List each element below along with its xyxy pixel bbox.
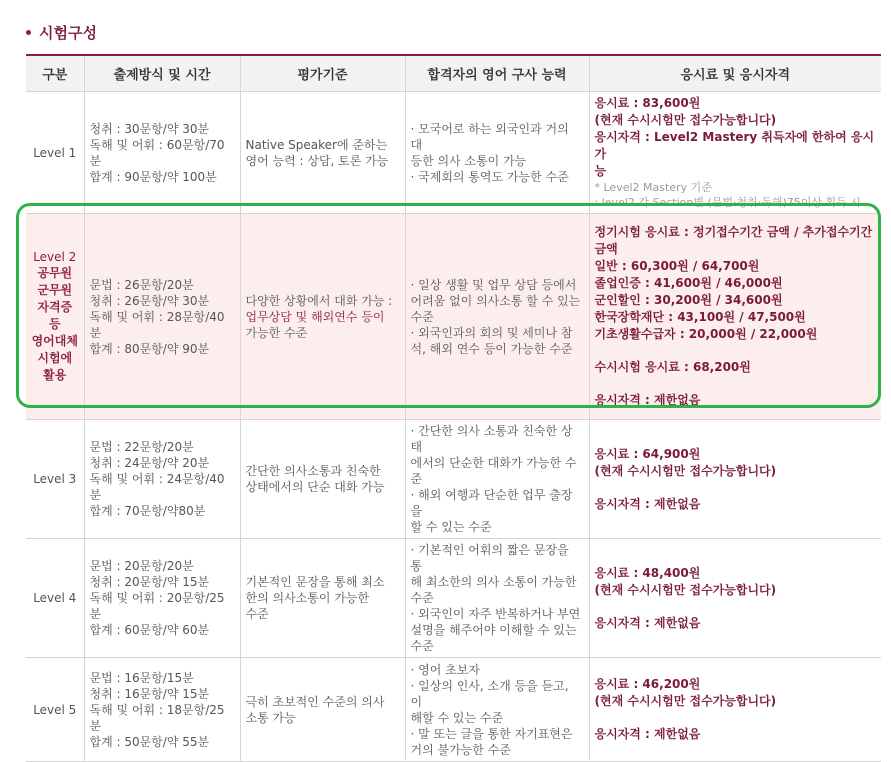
fee-line: 응시자격 : 제한없음 xyxy=(594,615,701,630)
format-line: 독해 및 어휘 : 18문항/25분 xyxy=(89,702,225,733)
fee-line: 응시료 : 46,200원 xyxy=(594,677,701,691)
fee-line: 응시료 : 64,900원 xyxy=(594,446,701,461)
header-ability: 합격자의 영어 구사 능력 xyxy=(405,55,589,92)
criteria-line: 기본적인 문장을 통해 최소 xyxy=(245,575,385,589)
fee-line: 응시자격 : 제한없음 xyxy=(594,496,701,511)
exam-table xyxy=(26,54,881,762)
bullet-icon xyxy=(26,30,31,35)
level-cell xyxy=(26,539,84,658)
format-cell xyxy=(84,214,240,420)
criteria-line: 수준 xyxy=(245,607,269,621)
level-label: Level 5 xyxy=(33,702,77,717)
fee-cell xyxy=(589,92,881,214)
level-note: 활용 xyxy=(43,368,67,382)
fee-line: 응시자격 : Level2 Mastery 취득자에 한하여 응시가 xyxy=(594,130,875,161)
format-cell xyxy=(84,539,240,658)
fee-line: 일반 : 60,300원 / 64,700원 xyxy=(594,259,760,273)
level-note: 시험에 xyxy=(37,351,73,365)
level-cell xyxy=(26,658,84,762)
ability-line: · 해외 여행과 단순한 업무 출장을 xyxy=(410,488,573,518)
fee-line: 수시시험 응시료 : 68,200원 xyxy=(594,360,751,374)
format-line: 문법 : 20문항/20분 xyxy=(89,559,194,573)
format-line: 청취 : 16문항/약 15분 xyxy=(89,686,210,701)
level-note: 공무원 xyxy=(37,266,73,280)
format-cell xyxy=(84,420,240,539)
ability-line: · 일상 생활 및 업무 상담 등에서 xyxy=(410,277,577,292)
format-line: 문법 : 16문항/15분 xyxy=(89,670,194,685)
ability-line: 석, 해외 연수 등이 가능한 수준 xyxy=(410,341,573,356)
fee-line: 한국장학재단 : 43,100원 / 47,500원 xyxy=(594,310,806,324)
format-line: 문법 : 22문항/20분 xyxy=(89,440,194,454)
format-line: 문법 : 26문항/20분 xyxy=(89,277,194,292)
fee-cell xyxy=(589,539,881,658)
format-cell xyxy=(84,92,240,214)
fee-cell xyxy=(589,658,881,762)
ability-cell xyxy=(405,420,589,539)
section-title-text: 시험구성 xyxy=(39,23,97,42)
fee-line: (현재 수시시험만 접수가능합니다) xyxy=(594,694,777,708)
level-label: Level 4 xyxy=(33,591,77,605)
format-line: 청취 : 30문항/약 30분 xyxy=(89,121,210,136)
criteria-line: 업무상담 및 해외연수 등이 xyxy=(245,309,385,324)
ability-line: · 국제회의 통역도 가능한 수준 xyxy=(410,169,569,184)
ability-cell xyxy=(405,92,589,214)
criteria-line: 간단한 의사소통과 친숙한 xyxy=(245,464,381,478)
format-line: 독해 및 어휘 : 20문항/25분 xyxy=(89,591,225,621)
criteria-cell xyxy=(240,539,405,658)
ability-line: · 일상의 인사, 소개 등을 듣고, 이 xyxy=(410,678,569,709)
ability-line: 설명을 해주어야 이해할 수 있는 xyxy=(410,623,577,637)
header-fee: 응시료 및 응시자격 xyxy=(589,55,881,92)
table-row-level1 xyxy=(26,92,881,214)
format-line: 합계 : 60문항/약 60분 xyxy=(89,623,210,637)
level-cell xyxy=(26,420,84,539)
level-cell xyxy=(26,92,84,214)
fee-line: 정기시험 응시료 : 정기접수기간 금액 / 추가접수기간 xyxy=(594,225,873,239)
fee-cell xyxy=(589,214,881,420)
fee-line: 기초생활수급자 : 20,000원 / 22,000원 xyxy=(594,327,818,341)
table-row-level4 xyxy=(26,539,881,658)
format-line: 합계 : 70문항/약80분 xyxy=(89,504,206,518)
level-note: 군무원 xyxy=(37,283,73,297)
ability-line: · 영어 초보자 xyxy=(410,662,480,677)
ability-cell xyxy=(405,539,589,658)
ability-cell xyxy=(405,214,589,420)
level-label: Level 3 xyxy=(33,472,77,486)
level-label: Level 1 xyxy=(33,145,77,160)
criteria-line: 극히 초보적인 수준의 의사 xyxy=(245,694,385,709)
fee-line: 능 xyxy=(594,164,607,178)
ability-line: 수준 xyxy=(410,309,434,324)
ability-line: 해할 수 있는 수준 xyxy=(410,710,504,725)
criteria-line: 다양한 상황에서 대화 가능 : xyxy=(245,293,393,308)
format-line: 독해 및 어휘 : 24문항/40분 xyxy=(89,472,225,502)
level-label: Level 2 xyxy=(33,250,77,264)
criteria-cell xyxy=(240,658,405,762)
table-row-level2 xyxy=(26,214,881,420)
format-line: 청취 : 24문항/약 20분 xyxy=(89,456,210,470)
ability-line: · 기본적인 어휘의 짧은 문장을 통 xyxy=(410,543,569,573)
fee-line: (현재 수시시험만 접수가능합니다) xyxy=(594,463,777,478)
level-note: 자격증 등 xyxy=(37,300,73,331)
criteria-line: 가능한 수준 xyxy=(245,325,308,340)
ability-cell xyxy=(405,658,589,762)
fee-line: 졸업인증 : 41,600원 / 46,000원 xyxy=(594,276,783,290)
fee-line: (현재 수시시험만 접수가능합니다) xyxy=(594,582,777,597)
format-line: 합계 : 80문항/약 90분 xyxy=(89,341,210,356)
criteria-line: Native Speaker에 준하는 xyxy=(245,137,388,152)
fee-cell xyxy=(589,420,881,539)
fee-line: 응시료 : 48,400원 xyxy=(594,565,701,580)
ability-line: 해 최소한의 의사 소통이 가능한 xyxy=(410,575,577,589)
fee-line: 응시자격 : 제한없음 xyxy=(594,727,701,741)
ability-line: 등한 의사 소통이 가능 xyxy=(410,153,527,168)
header-criteria: 평가기준 xyxy=(240,55,405,92)
ability-line: · 외국인과의 회의 및 세미나 참 xyxy=(410,325,573,340)
fee-line: 응시료 : 83,600원 xyxy=(594,96,701,110)
table-header-row xyxy=(26,55,881,92)
table-row-level3 xyxy=(26,420,881,539)
fee-line: (현재 수시시험만 접수가능합니다) xyxy=(594,113,777,127)
criteria-line: 소통 가능 xyxy=(245,710,296,725)
fee-line: 군인할인 : 30,200원 / 34,600원 xyxy=(594,293,783,307)
ability-line: 수준 xyxy=(410,639,434,653)
ability-line: 수준 xyxy=(410,591,434,605)
ability-line: 에서의 단순한 대화가 가능한 수 xyxy=(410,456,577,470)
ability-line: · 모국어로 하는 외국인과 거의 대 xyxy=(410,121,569,152)
fee-note: : level2 각 Section별 (문법·청취·독해)75이상 획득 시 xyxy=(594,196,861,209)
ability-line: · 외국인이 자주 반복하거나 부연 xyxy=(410,607,581,621)
format-line: 합계 : 90문항/약 100분 xyxy=(89,169,217,184)
fee-line: 응시자격 : 제한없음 xyxy=(594,393,701,407)
header-level: 구분 xyxy=(26,55,84,92)
header-format: 출제방식 및 시간 xyxy=(84,55,240,92)
table-row-level5 xyxy=(26,658,881,762)
ability-line: 준 xyxy=(410,472,423,486)
format-line: 합계 : 50문항/약 55분 xyxy=(89,734,210,749)
ability-line: 어려움 없이 의사소통 할 수 있는 xyxy=(410,293,581,308)
format-line: 청취 : 20문항/약 15분 xyxy=(89,575,210,589)
fee-line: 금액 xyxy=(594,242,618,256)
format-line: 청취 : 26문항/약 30분 xyxy=(89,293,210,308)
format-line: 독해 및 어휘 : 60문항/70분 xyxy=(89,137,225,168)
ability-line: · 말 또는 글을 통한 자기표현은 xyxy=(410,726,573,741)
level-note: 영어대체 xyxy=(31,334,78,348)
section-title xyxy=(26,18,97,46)
format-cell xyxy=(84,658,240,762)
ability-line: · 간단한 의사 소통과 친숙한 상태 xyxy=(410,424,573,454)
criteria-cell xyxy=(240,92,405,214)
format-line: 독해 및 어휘 : 28문항/40분 xyxy=(89,309,225,340)
level-cell xyxy=(26,214,84,420)
criteria-line: 한의 의사소통이 가능한 xyxy=(245,591,370,605)
criteria-cell xyxy=(240,420,405,539)
criteria-line: 상태에서의 단순 대화 가능 xyxy=(245,480,385,494)
criteria-cell xyxy=(240,214,405,420)
criteria-line: 영어 능력 : 상담, 토론 가능 xyxy=(245,153,389,168)
ability-line: 할 수 있는 수준 xyxy=(410,520,492,534)
ability-line: 거의 불가능한 수준 xyxy=(410,742,511,757)
fee-note: * Level2 Mastery 기준 xyxy=(594,181,712,194)
